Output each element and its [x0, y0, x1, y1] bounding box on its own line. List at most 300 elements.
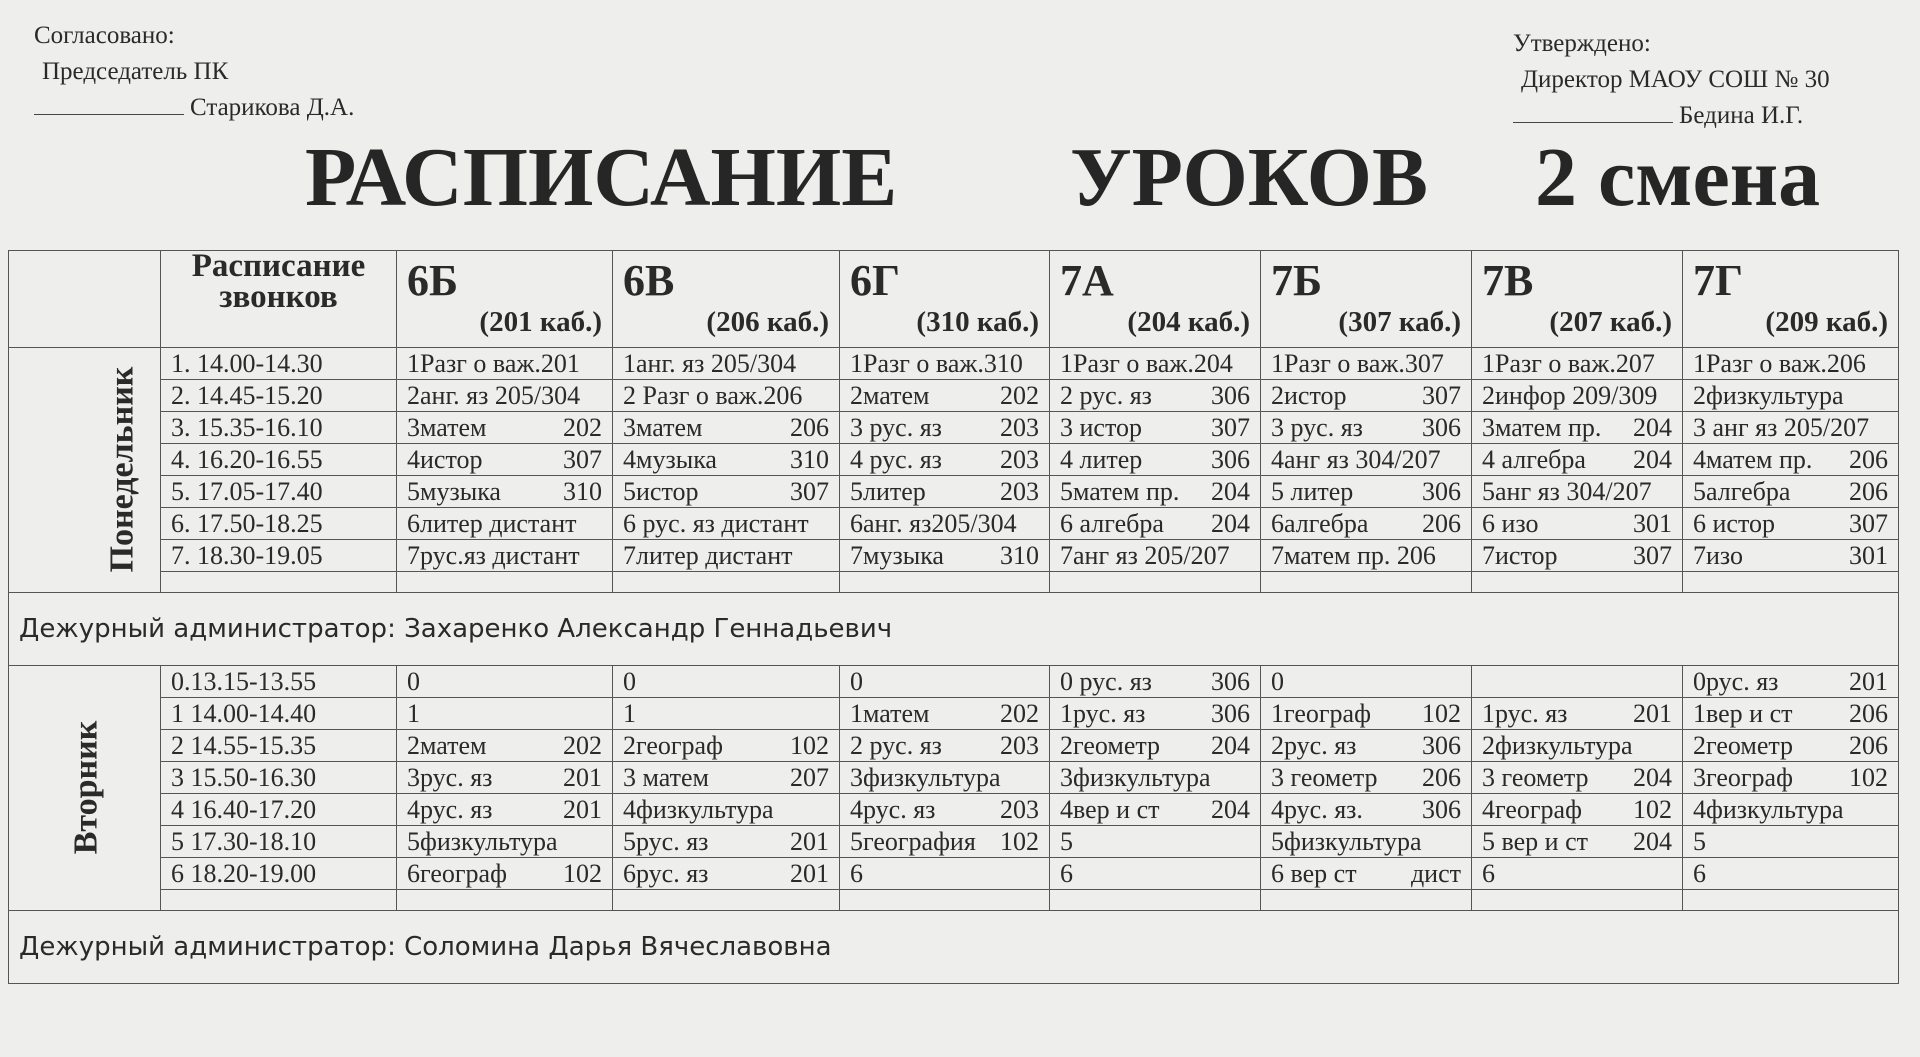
lesson	[1693, 508, 1888, 539]
lesson	[1271, 858, 1461, 889]
lesson	[1693, 698, 1888, 729]
lesson	[850, 698, 1039, 729]
lesson-subject: 5рус. яз	[623, 827, 709, 856]
lesson	[407, 508, 602, 539]
lesson-subject: 5	[1693, 827, 1706, 856]
lesson	[623, 444, 829, 475]
lesson	[850, 476, 1039, 507]
lesson-cell	[1683, 762, 1899, 794]
lesson-subject: 4рус. яз	[407, 795, 493, 824]
bell-time: 4 16.40-17.20	[161, 794, 397, 826]
lesson	[407, 444, 602, 475]
lesson-subject: 1Разг о важ.206	[1693, 349, 1866, 378]
lesson-cell	[840, 666, 1050, 698]
lesson-cell	[1472, 508, 1683, 540]
lesson-room: 201	[1633, 699, 1672, 728]
bell-time: 2. 14.45-15.20	[161, 380, 397, 412]
lesson	[850, 794, 1039, 825]
lesson-subject: 2физкультура	[1482, 731, 1633, 760]
lesson-cell	[397, 794, 613, 826]
class-room: (207 каб.)	[1549, 306, 1672, 338]
lesson	[1482, 762, 1672, 793]
lesson-cell	[1472, 444, 1683, 476]
lesson-subject: 5география	[850, 827, 976, 856]
lesson	[623, 476, 829, 507]
lesson-row	[9, 698, 1899, 730]
lesson-subject: 5физкультура	[407, 827, 558, 856]
lesson	[1060, 666, 1250, 697]
lesson-cell	[1472, 348, 1683, 380]
lesson-subject: 5матем пр.	[1060, 477, 1180, 506]
lesson-subject: 0	[407, 667, 420, 696]
lesson	[623, 412, 829, 443]
lesson-subject: 7литер дистант	[623, 541, 793, 570]
lesson-room: 203	[1000, 477, 1039, 506]
approval-left-position: Председатель ПК	[42, 58, 229, 85]
lesson-row	[9, 444, 1899, 476]
class-header	[840, 251, 1050, 348]
lesson	[1271, 762, 1461, 793]
lesson-cell	[840, 858, 1050, 890]
lesson-cell	[1683, 858, 1899, 890]
empty-cell	[613, 572, 840, 593]
lesson	[850, 348, 1039, 379]
lesson-subject: 1	[623, 699, 636, 728]
lesson-subject: 0	[1271, 667, 1284, 696]
lesson-subject: 2географ	[623, 731, 723, 760]
class-name: 7Б	[1271, 256, 1323, 305]
lesson-subject: 6географ	[407, 859, 507, 888]
lesson-subject: 1	[407, 699, 420, 728]
lesson-subject: 2матем	[407, 731, 487, 760]
lesson-subject: 1Разг о важ.307	[1271, 349, 1444, 378]
lesson-cell	[397, 348, 613, 380]
lesson-cell	[840, 540, 1050, 572]
lesson	[1693, 476, 1888, 507]
lesson	[1693, 380, 1888, 411]
lesson	[623, 380, 829, 411]
lesson-room: 102	[790, 731, 829, 760]
class-name: 7Г	[1693, 256, 1743, 305]
lesson-room: 206	[1422, 509, 1461, 538]
lesson-cell	[1683, 412, 1899, 444]
lesson-cell	[840, 794, 1050, 826]
lesson	[407, 666, 602, 697]
lesson-cell	[1050, 794, 1261, 826]
lesson-cell	[1472, 666, 1683, 698]
lesson-subject: 3 геометр	[1482, 763, 1589, 792]
lesson-subject: 0 рус. яз	[1060, 667, 1152, 696]
lesson-room: 201	[790, 827, 829, 856]
lesson-subject: 1географ	[1271, 699, 1371, 728]
lesson-room: 204	[1211, 795, 1250, 824]
lesson-cell	[1683, 666, 1899, 698]
lesson-subject: 4вер и ст	[1060, 795, 1160, 824]
empty-cell	[1683, 890, 1899, 911]
lesson-subject: 3 матем	[623, 763, 709, 792]
lesson-subject: 3матем	[623, 413, 703, 442]
empty-cell	[840, 572, 1050, 593]
lesson-subject: 4матем пр.	[1693, 445, 1813, 474]
lesson-room: 306	[1211, 699, 1250, 728]
lesson-cell	[1050, 826, 1261, 858]
lesson-subject: 2 рус. яз	[850, 731, 942, 760]
lesson-subject: 6	[850, 859, 863, 888]
lesson-subject: 5истор	[623, 477, 699, 506]
empty-cell	[1472, 890, 1683, 911]
bell-time: 0.13.15-13.55	[161, 666, 397, 698]
lesson-cell	[840, 444, 1050, 476]
lesson	[850, 730, 1039, 761]
lesson	[1060, 348, 1250, 379]
empty-cell	[840, 890, 1050, 911]
title-word: УРОКОВ	[1070, 131, 1428, 224]
lesson-room: 204	[1633, 413, 1672, 442]
lesson-cell	[1261, 380, 1472, 412]
lesson-cell	[1050, 444, 1261, 476]
class-room: (204 каб.)	[1127, 306, 1250, 338]
lesson-cell	[1472, 730, 1683, 762]
lesson-cell	[1050, 540, 1261, 572]
lesson	[1271, 666, 1461, 697]
lesson-cell	[1261, 858, 1472, 890]
lesson-cell	[613, 858, 840, 890]
lesson-subject: 2геометр	[1693, 731, 1794, 760]
lesson	[850, 444, 1039, 475]
lesson-cell	[397, 666, 613, 698]
lesson	[407, 348, 602, 379]
lesson-row	[9, 380, 1899, 412]
lesson-subject: 3 истор	[1060, 413, 1142, 442]
lesson-room: 307	[1422, 381, 1461, 410]
lesson-room: 307	[790, 477, 829, 506]
lesson-cell	[1683, 476, 1899, 508]
bell-time: 3. 15.35-16.10	[161, 412, 397, 444]
lesson-cell	[1261, 698, 1472, 730]
lesson-room: 306	[1422, 731, 1461, 760]
lesson	[1271, 508, 1461, 539]
lesson-room: 310	[563, 477, 602, 506]
lesson-cell	[1683, 826, 1899, 858]
lesson-room: дист	[1410, 859, 1461, 888]
lesson-room: 203	[1000, 731, 1039, 760]
bell-time: 1. 14.00-14.30	[161, 348, 397, 380]
lesson	[1271, 348, 1461, 379]
lesson-cell	[613, 794, 840, 826]
lesson-cell	[1261, 794, 1472, 826]
lesson	[623, 348, 829, 379]
lesson-subject: 6анг. яз205/304	[850, 509, 1017, 538]
approval-right-label: Утверждено:	[1513, 30, 1651, 57]
lesson-subject: 0	[850, 667, 863, 696]
lesson-cell	[840, 380, 1050, 412]
admin-row	[9, 593, 1899, 666]
approval-left-label: Согласовано:	[34, 22, 175, 49]
lesson-row	[9, 540, 1899, 572]
lesson-cell	[1472, 380, 1683, 412]
lesson	[1060, 858, 1250, 889]
lesson	[1271, 794, 1461, 825]
class-header	[1683, 251, 1899, 348]
lesson-cell	[613, 540, 840, 572]
lesson-cell	[1050, 730, 1261, 762]
lesson-subject: 2матем	[850, 381, 930, 410]
lesson-cell	[613, 762, 840, 794]
lesson	[1693, 412, 1888, 443]
lesson	[1693, 666, 1888, 697]
class-room: (310 каб.)	[916, 306, 1039, 338]
lesson	[1271, 730, 1461, 761]
lesson	[1482, 348, 1672, 379]
lesson-cell	[613, 476, 840, 508]
lesson	[1482, 794, 1672, 825]
lesson-cell	[1472, 698, 1683, 730]
lesson	[850, 540, 1039, 571]
empty-row	[9, 572, 1899, 593]
lesson-room: 207	[790, 763, 829, 792]
lesson-cell	[613, 698, 840, 730]
lesson	[1693, 348, 1888, 379]
lesson	[1693, 730, 1888, 761]
lesson-cell	[840, 476, 1050, 508]
lesson-subject: 4истор	[407, 445, 483, 474]
lesson-cell	[1050, 698, 1261, 730]
lesson-subject: 6 вер ст	[1271, 859, 1357, 888]
lesson	[1060, 380, 1250, 411]
lesson	[407, 476, 602, 507]
lesson	[407, 380, 602, 411]
lesson-cell	[613, 380, 840, 412]
lesson-subject: 6алгебра	[1271, 509, 1369, 538]
lesson-cell	[1261, 444, 1472, 476]
lesson-subject: 5музыка	[407, 477, 501, 506]
lesson-cell	[1472, 794, 1683, 826]
lesson	[407, 762, 602, 793]
lesson-room: 310	[1000, 541, 1039, 570]
lesson-cell	[1261, 666, 1472, 698]
lesson-subject: 2анг. яз 205/304	[407, 381, 581, 410]
lesson-cell	[840, 698, 1050, 730]
lesson-room: 306	[1422, 795, 1461, 824]
class-room: (307 каб.)	[1338, 306, 1461, 338]
lesson-subject: 4анг яз 304/207	[1271, 445, 1441, 474]
empty-cell	[161, 572, 397, 593]
lesson-room: 202	[563, 413, 602, 442]
lesson-cell	[1050, 412, 1261, 444]
lesson	[623, 540, 829, 571]
lesson	[407, 794, 602, 825]
lesson-cell	[397, 698, 613, 730]
lesson-room: 206	[1849, 731, 1888, 760]
bell-time: 7. 18.30-19.05	[161, 540, 397, 572]
lesson-cell	[840, 730, 1050, 762]
lesson-cell	[1683, 540, 1899, 572]
lesson-subject: 6 алгебра	[1060, 509, 1164, 538]
lesson-subject: 6 изо	[1482, 509, 1539, 538]
corner-cell	[9, 251, 161, 348]
lesson-subject: 2 рус. яз	[1060, 381, 1152, 410]
class-name: 6В	[623, 256, 675, 305]
lesson-cell	[1472, 826, 1683, 858]
lesson-cell	[397, 858, 613, 890]
lesson	[1060, 412, 1250, 443]
lesson-subject: 1Разг о важ.310	[850, 349, 1023, 378]
bell-time: 5. 17.05-17.40	[161, 476, 397, 508]
lesson	[623, 698, 829, 729]
lesson-row	[9, 476, 1899, 508]
lesson-subject: 3физкультура	[850, 763, 1001, 792]
lesson-room: 206	[1422, 763, 1461, 792]
empty-cell	[161, 890, 397, 911]
lesson	[850, 858, 1039, 889]
duty-admin: Дежурный администратор: Соломина Дарья Вячеславовна	[9, 911, 1899, 984]
lesson-room: 307	[1633, 541, 1672, 570]
lesson-room: 307	[1211, 413, 1250, 442]
lesson-subject: 7истор	[1482, 541, 1558, 570]
lesson-room: 310	[790, 445, 829, 474]
lesson-subject: 1Разг о важ.207	[1482, 349, 1655, 378]
lesson	[1060, 698, 1250, 729]
lesson-cell	[1472, 762, 1683, 794]
lesson-subject: 4 алгебра	[1482, 445, 1586, 474]
lesson-subject: 3 рус. яз	[1271, 413, 1363, 442]
lesson-room: 306	[1211, 381, 1250, 410]
lesson-subject: 6рус. яз	[623, 859, 709, 888]
lesson-cell	[1472, 540, 1683, 572]
lesson-cell	[1683, 444, 1899, 476]
lesson-room: 203	[1000, 413, 1039, 442]
empty-cell	[1472, 572, 1683, 593]
day-name: Вторник	[67, 720, 105, 854]
lesson-subject: 1Разг о важ.204	[1060, 349, 1233, 378]
schedule-table	[8, 250, 1899, 984]
lesson-subject: 6	[1060, 859, 1073, 888]
lesson-subject: 3 рус. яз	[850, 413, 942, 442]
signature-line	[34, 92, 184, 115]
lesson-subject: 4физкультура	[623, 795, 774, 824]
lesson-subject: 5литер	[850, 477, 926, 506]
lesson-subject: 3физкультура	[1060, 763, 1211, 792]
lesson-row	[9, 348, 1899, 380]
bells-header-line: Расписание	[191, 250, 366, 284]
lesson-subject: 2 Разг о важ.206	[623, 381, 803, 410]
lesson-cell	[397, 380, 613, 412]
lesson	[1271, 698, 1461, 729]
lesson-cell	[1261, 826, 1472, 858]
lesson-cell	[613, 666, 840, 698]
lesson-room: 306	[1211, 445, 1250, 474]
lesson-subject: 5 вер и ст	[1482, 827, 1588, 856]
lesson-cell	[1683, 730, 1899, 762]
lesson-subject: 3 анг яз 205/207	[1693, 413, 1870, 442]
lesson-cell	[1050, 508, 1261, 540]
lesson	[1693, 826, 1888, 857]
lesson-subject: 2инфор 209/309	[1482, 381, 1658, 410]
header-row	[9, 251, 1899, 348]
lesson-subject: 2физкультура	[1693, 381, 1844, 410]
bell-time: 5 17.30-18.10	[161, 826, 397, 858]
bell-time: 4. 16.20-16.55	[161, 444, 397, 476]
lesson-row	[9, 858, 1899, 890]
lesson-room: 301	[1633, 509, 1672, 538]
lesson-room: 102	[1000, 827, 1039, 856]
lesson	[1482, 730, 1672, 761]
class-header	[1050, 251, 1261, 348]
lesson-cell	[397, 444, 613, 476]
lesson	[407, 730, 602, 761]
class-header	[1472, 251, 1683, 348]
approval-right	[1513, 26, 1830, 134]
lesson	[1482, 540, 1672, 571]
class-header	[613, 251, 840, 348]
lesson	[1482, 508, 1672, 539]
lesson-subject: 1вер и ст	[1693, 699, 1793, 728]
lesson-cell	[1261, 348, 1472, 380]
lesson	[1060, 444, 1250, 475]
class-header	[1261, 251, 1472, 348]
lesson-subject: 0	[623, 667, 636, 696]
admin-row	[9, 911, 1899, 984]
lesson-room: 201	[563, 795, 602, 824]
approval-left-name: Старикова Д.А.	[190, 94, 355, 121]
lesson-subject: 4 литер	[1060, 445, 1143, 474]
lesson	[1060, 540, 1250, 571]
class-room: (209 каб.)	[1765, 306, 1888, 338]
lesson	[623, 826, 829, 857]
lesson-subject: 3матем	[407, 413, 487, 442]
lesson-cell	[397, 412, 613, 444]
lesson	[850, 666, 1039, 697]
lesson-cell	[1472, 412, 1683, 444]
lesson	[1482, 444, 1672, 475]
lesson	[1271, 412, 1461, 443]
lesson	[1060, 762, 1250, 793]
lesson	[407, 540, 602, 571]
lesson-cell	[397, 508, 613, 540]
day-cell	[9, 348, 161, 593]
lesson	[1271, 380, 1461, 411]
lesson-cell	[840, 826, 1050, 858]
lesson-cell	[1472, 476, 1683, 508]
class-room: (201 каб.)	[479, 306, 602, 338]
lesson-room: 204	[1633, 827, 1672, 856]
lesson-room: 102	[1422, 699, 1461, 728]
bell-time: 1 14.00-14.40	[161, 698, 397, 730]
lesson-subject: 4физкультура	[1693, 795, 1844, 824]
lesson	[1693, 762, 1888, 793]
lesson	[1482, 858, 1672, 889]
lesson-cell	[1683, 698, 1899, 730]
lesson-row	[9, 508, 1899, 540]
lesson-cell	[613, 444, 840, 476]
lesson-room: 201	[563, 763, 602, 792]
lesson	[1271, 444, 1461, 475]
lesson-subject: 7музыка	[850, 541, 944, 570]
duty-admin: Дежурный администратор: Захаренко Александр Геннадьевич	[9, 593, 1899, 666]
lesson-cell	[1261, 412, 1472, 444]
lesson	[1271, 540, 1461, 571]
lesson-cell	[397, 476, 613, 508]
bell-time: 6. 17.50-18.25	[161, 508, 397, 540]
approval-left	[34, 18, 354, 126]
lesson-subject: 4музыка	[623, 445, 717, 474]
lesson	[1693, 540, 1888, 571]
class-name: 6Г	[850, 256, 900, 305]
lesson-subject: 3матем пр.	[1482, 413, 1602, 442]
lesson-subject: 4 рус. яз	[850, 445, 942, 474]
lesson-cell	[1472, 858, 1683, 890]
lesson	[1482, 380, 1672, 411]
